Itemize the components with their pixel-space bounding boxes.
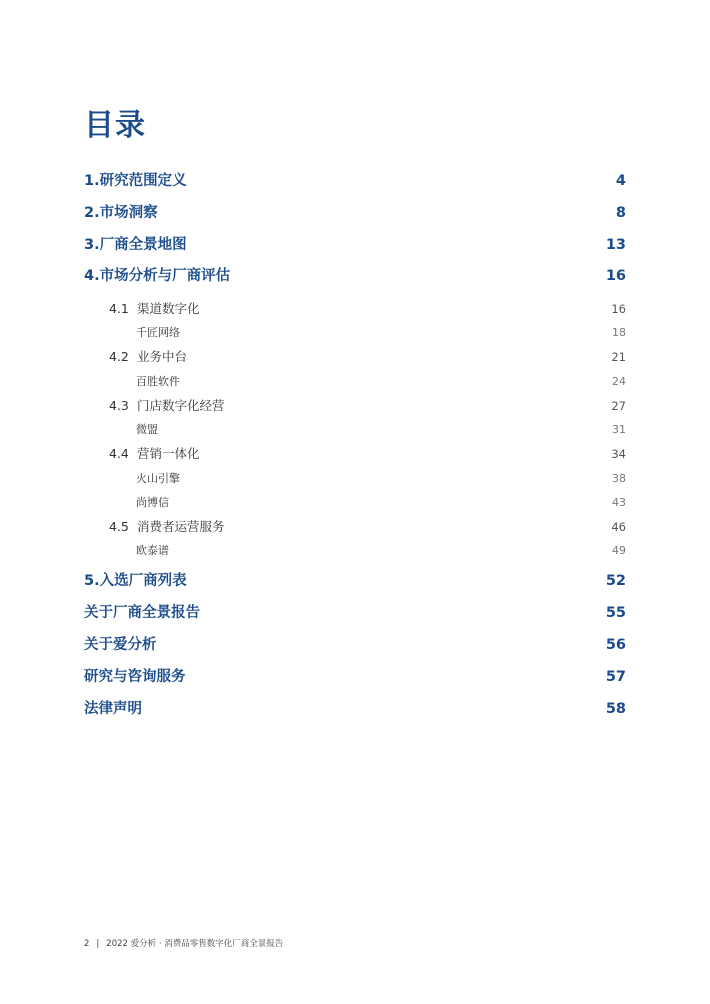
toc-subentry-number: 4.5 <box>109 519 129 534</box>
toc-subentry-page: 21 <box>611 350 626 364</box>
toc-vendor-entry[interactable] <box>84 494 626 510</box>
toc-subentry-number: 4.1 <box>109 301 129 316</box>
toc-entry-page: 56 <box>605 637 626 653</box>
toc-subentry-page: 46 <box>611 520 626 534</box>
toc-entry-page: 4 <box>615 173 626 189</box>
toc-subentry[interactable] <box>84 444 626 462</box>
toc-entry-label: 关于爱分析 <box>84 637 157 653</box>
toc-vendor-entry[interactable] <box>84 324 626 340</box>
toc-entry-page: 55 <box>605 605 626 621</box>
toc-entry[interactable] <box>84 633 626 654</box>
toc-entry-page: 13 <box>605 237 626 253</box>
toc-subentry[interactable] <box>84 299 626 317</box>
toc-vendor-label: 欧泰谱 <box>136 544 169 557</box>
page-footer <box>84 937 283 949</box>
toc-subentry-number: 4.2 <box>109 349 129 364</box>
toc-entry-page: 58 <box>605 701 626 717</box>
toc-subentry-label: 业务中台 <box>137 349 188 364</box>
toc-entry[interactable] <box>84 697 626 718</box>
toc-entry-page: 16 <box>605 268 626 284</box>
toc-entry-label: 关于厂商全景报告 <box>84 605 200 621</box>
toc-subentry-label: 消费者运营服务 <box>137 519 225 534</box>
toc-entry-label: 研究与咨询服务 <box>84 669 186 685</box>
toc-entry[interactable] <box>84 233 626 254</box>
toc-subentry-label: 营销一体化 <box>137 446 200 461</box>
toc-vendor-page: 24 <box>612 375 626 388</box>
footer-report-title: 2022 爱分析 · 消费品零售数字化厂商全景报告 <box>106 939 284 949</box>
toc-subentry-page: 27 <box>611 399 626 413</box>
toc-entry-page: 52 <box>605 573 626 589</box>
toc-subentry-page: 34 <box>611 447 626 461</box>
toc-entry-label: 4.市场分析与厂商评估 <box>84 268 231 284</box>
toc-vendor-label: 尚博信 <box>136 496 169 509</box>
toc-entry-page: 57 <box>605 669 626 685</box>
toc-vendor-label: 千匠网络 <box>136 326 180 339</box>
toc-vendor-entry[interactable] <box>84 373 626 389</box>
toc-subentry-label: 门店数字化经营 <box>137 398 225 413</box>
toc-subentry-page: 16 <box>611 302 626 316</box>
toc-vendor-entry[interactable] <box>84 470 626 486</box>
footer-separator: | <box>96 939 100 949</box>
toc-entry-label: 5.入选厂商列表 <box>84 573 187 589</box>
toc-vendor-page: 31 <box>612 423 626 436</box>
toc-entry[interactable] <box>84 569 626 590</box>
toc-entry[interactable] <box>84 601 626 622</box>
toc-entry[interactable] <box>84 201 626 222</box>
toc-vendor-label: 百胜软件 <box>136 375 180 388</box>
toc-vendor-entry[interactable] <box>84 421 626 437</box>
toc-vendor-label: 微盟 <box>136 423 158 436</box>
toc-entry-label: 2.市场洞察 <box>84 205 158 221</box>
toc-subentry-number: 4.3 <box>109 398 129 413</box>
toc-entry[interactable] <box>84 169 626 190</box>
toc-vendor-label: 火山引擎 <box>136 472 180 485</box>
toc-vendor-page: 49 <box>612 544 626 557</box>
toc-entry-page: 8 <box>615 205 626 221</box>
toc-subentry[interactable] <box>84 517 626 535</box>
page-title: 目录 <box>84 108 146 143</box>
toc-vendor-entry[interactable] <box>84 542 626 558</box>
toc-vendor-page: 38 <box>612 472 626 485</box>
toc-entry-label: 法律声明 <box>84 701 142 717</box>
toc-subentry-label: 渠道数字化 <box>137 301 200 316</box>
toc-subentry-number: 4.4 <box>109 446 129 461</box>
footer-page-number: 2 <box>84 939 90 949</box>
toc-entry[interactable] <box>84 665 626 686</box>
toc-vendor-page: 43 <box>612 496 626 509</box>
toc-entry-label: 1.研究范围定义 <box>84 173 187 189</box>
toc-subentry[interactable] <box>84 347 626 365</box>
toc-entry-label: 3.厂商全景地图 <box>84 237 187 253</box>
toc-vendor-page: 18 <box>612 326 626 339</box>
toc-entry[interactable] <box>84 264 626 285</box>
toc-subentry[interactable] <box>84 396 626 414</box>
